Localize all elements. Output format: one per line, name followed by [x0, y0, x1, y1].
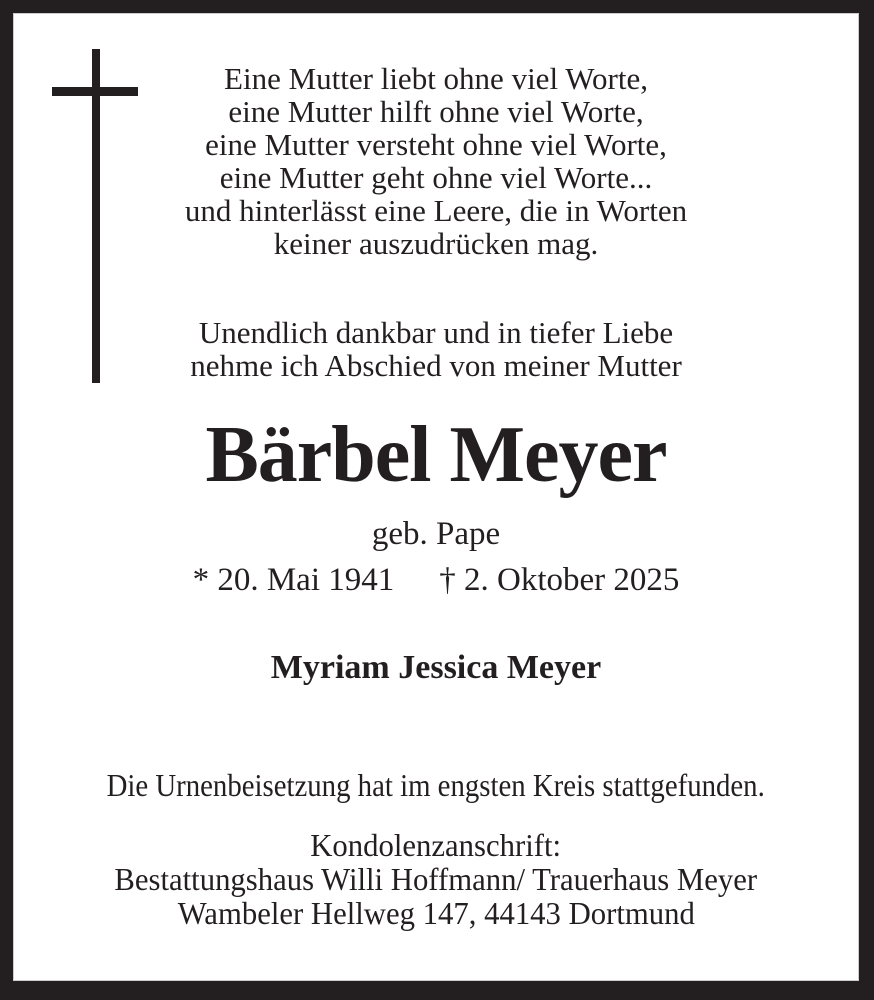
- burial-note: [13, 768, 859, 802]
- condolence-address-line: [13, 862, 859, 896]
- poem-line: eine Mutter versteht ohne viel Worte,: [205, 127, 667, 162]
- birth-date: * 20. Mai 1941: [192, 562, 395, 598]
- notice-inner-area: [13, 13, 859, 981]
- poem-line: Eine Mutter liebt ohne viel Worte,: [224, 61, 648, 96]
- condolence-address-text: Bestattungshaus Willi Hoffmann/ Trauerhaus Meyer: [114, 861, 758, 897]
- condolence-heading: [13, 828, 859, 862]
- maiden-name: geb. Pape: [371, 516, 501, 552]
- poem-line: eine Mutter hilft ohne viel Worte,: [228, 94, 644, 129]
- farewell-statement: [13, 316, 859, 382]
- farewell-line: nehme ich Abschied von meiner Mutter: [190, 348, 682, 383]
- death-date: † 2. Oktober 2025: [439, 562, 680, 598]
- condolence-address-text: Wambeler Hellweg 147, 44143 Dortmund: [177, 895, 695, 931]
- poem-line: keiner auszudrücken mag.: [273, 226, 599, 261]
- mourner-name: Myriam Jessica Meyer: [270, 649, 602, 686]
- condolence-heading-text: Kondolenzanschrift:: [310, 827, 562, 863]
- life-dates: [13, 562, 859, 598]
- burial-note-text: Die Urnenbeisetzung hat im engsten Kreis stattgefunden.: [106, 767, 766, 803]
- condolence-address-line: [13, 896, 859, 930]
- deceased-name: Bärbel Meyer: [205, 411, 667, 499]
- condolence-address: [13, 828, 859, 930]
- farewell-line: Unendlich dankbar und in tiefer Liebe: [198, 315, 674, 350]
- poem-line: eine Mutter geht ohne viel Worte...: [219, 160, 653, 195]
- poem-line: und hinterlässt eine Leere, die in Worten: [184, 193, 688, 228]
- memorial-poem: [13, 62, 859, 260]
